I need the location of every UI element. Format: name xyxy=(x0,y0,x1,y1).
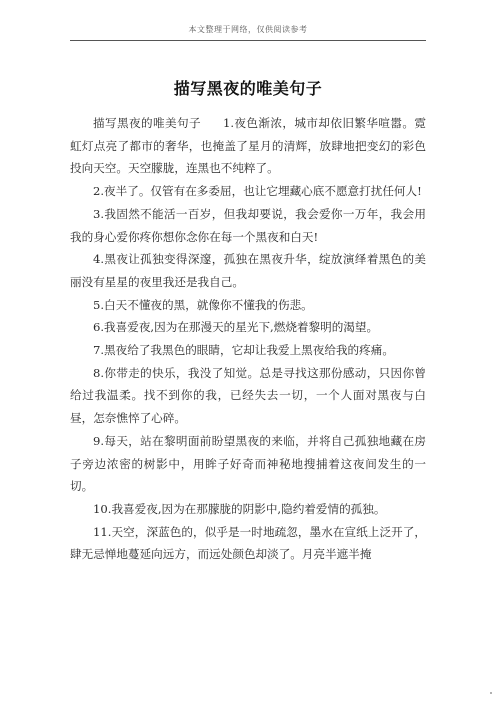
paragraph-2: 2.夜半了。仅管有在多委屈，也让它埋藏心底不愿意打扰任何人! xyxy=(93,184,422,199)
paragraph-4: 4.黑夜让孤独变得深邃，孤独在黑夜升华，绽放演绎着黑色的美丽没有星星的夜里我还是我自己。 xyxy=(70,252,426,289)
page-header-note: 本文整理于网络，仅供阅读参考 xyxy=(188,25,308,34)
paragraph-5: 5.白天不懂夜的黑，就像你不懂我的伤悲。 xyxy=(93,297,313,312)
paragraph-1 xyxy=(70,112,426,180)
header-divider xyxy=(70,40,426,41)
document-title: 描写黑夜的唯美句子 xyxy=(173,79,323,98)
paragraph-10: 10.我喜爱夜,因为在那朦胧的阴影中,隐约着爱情的孤独。 xyxy=(93,501,386,516)
paragraph-1-text: 1.夜色渐浓，城市却依旧繁华喧嚣。霓虹灯点亮了都市的奢华，也掩盖了星月的清辉，放肆地把变幻的彩色投向天空。天空朦胧，连黑也不纯粹了。 xyxy=(70,116,426,176)
intro-title: 描写黑夜的唯美句子 xyxy=(93,116,201,130)
document-body xyxy=(70,112,426,566)
paragraph-7: 7.黑夜给了我黑色的眼睛，它却让我爱上黑夜给我的疼痛。 xyxy=(93,343,394,358)
paragraph-6: 6.我喜爱夜,因为在那漫天的星光下,燃烧着黎明的渴望。 xyxy=(93,320,379,335)
paragraph-3: 3.我固然不能活一百岁，但我却要说，我会爱你一万年，我会用我的身心爱你疼你想你念你在每一个黑夜和白天! xyxy=(70,206,426,244)
corner-mark xyxy=(490,692,492,694)
paragraph-11: 11.天空，深蓝色的，似乎是一时地疏忽，墨水在宣纸上泛开了，肆无忌惮地蔓延向远方，而远处颜色却淡了。月亮半遮半掩 xyxy=(70,524,426,562)
paragraph-9: 9.每天，站在黎明面前盼望黑夜的来临，并将自己孤独地藏在房子旁边浓密的树影中，用眸子好奇而神秘地搜捕着这夜间发生的一切。 xyxy=(70,433,426,494)
paragraph-8: 8.你带走的快乐，我没了知觉。总是寻找这那份感动，只因你曾给过我温柔。找不到你的我，已经失去一切，一个人面对黑夜与白昼，怎奈憔悴了心碎。 xyxy=(70,365,426,426)
